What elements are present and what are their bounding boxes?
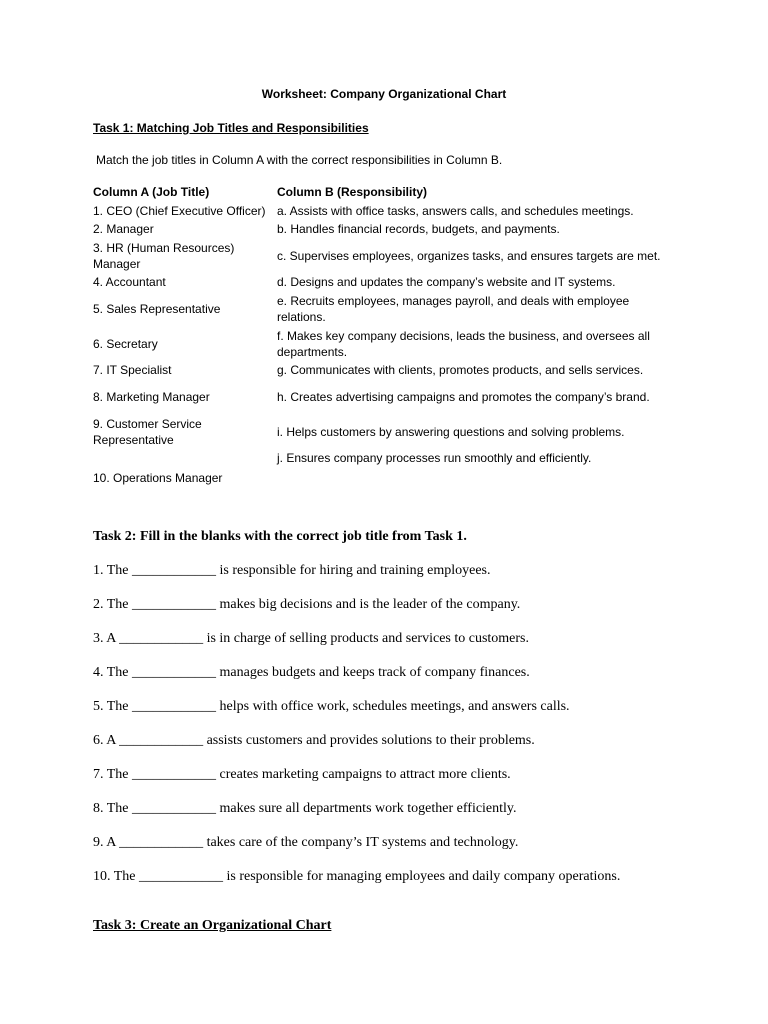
table-row <box>93 202 677 220</box>
responsibility-cell: i. Helps customers by answering questions and solving problems. <box>277 424 625 439</box>
responsibility-cell: j. Ensures company processes run smoothly and efficiently. <box>277 451 592 465</box>
table-row <box>93 273 677 291</box>
job-title-cell: 8. Marketing Manager <box>93 389 210 404</box>
task1-instruction: Match the job titles in Column A with the correct responsibilities in Column B. <box>96 153 503 167</box>
job-title-cell: 7. IT Specialist <box>93 363 172 377</box>
responsibility-cell: a. Assists with office tasks, answers calls, and schedules meetings. <box>277 204 634 218</box>
table-row <box>93 326 677 361</box>
job-title-cell: 6. Secretary <box>93 336 158 351</box>
table-row <box>93 449 677 467</box>
responsibility-cell: b. Handles financial records, budgets, and payments. <box>277 222 560 236</box>
list-item: 8. The ____________ makes sure all departments work together efficiently. <box>93 801 517 816</box>
column-a-header: Column A (Job Title) <box>93 185 210 199</box>
table-row <box>93 414 677 449</box>
list-item: 3. A ____________ is in charge of selling products and services to customers. <box>93 631 530 646</box>
task3-heading: Task 3: Create an Organizational Chart <box>93 918 332 933</box>
job-title-cell <box>93 449 277 467</box>
responsibility-cell <box>277 467 677 489</box>
table-row <box>93 467 677 489</box>
job-title-cell: 1. CEO (Chief Executive Officer) <box>93 204 266 218</box>
list-item: 2. The ____________ makes big decisions and is the leader of the company. <box>93 597 521 612</box>
list-item: 10. The ____________ is responsible for managing employees and daily company operations. <box>93 869 621 884</box>
list-item: 4. The ____________ manages budgets and keeps track of company finances. <box>93 665 530 680</box>
job-title-cell: 5. Sales Representative <box>93 301 221 316</box>
list-item: 9. A ____________ takes care of the company’s IT systems and technology. <box>93 835 519 850</box>
list-item: 1. The ____________ is responsible for hiring and training employees. <box>93 563 491 578</box>
worksheet-title: Worksheet: Company Organizational Chart <box>261 87 507 101</box>
table-row <box>93 361 677 379</box>
responsibility-cell: g. Communicates with clients, promotes products, and sells services. <box>277 363 644 377</box>
column-b-header: Column B (Responsibility) <box>277 185 427 199</box>
table-row <box>93 220 677 238</box>
list-item: 5. The ____________ helps with office work, schedules meetings, and answers calls. <box>93 699 570 714</box>
responsibility-cell: d. Designs and updates the company’s website and IT systems. <box>277 275 616 289</box>
list-item: 6. A ____________ assists customers and provides solutions to their problems. <box>93 733 535 748</box>
fill-in-blank-list <box>93 563 633 903</box>
job-title-cell: 3. HR (Human Resources) Manager <box>93 240 235 271</box>
job-title-cell: 2. Manager <box>93 222 154 236</box>
task2-heading: Task 2: Fill in the blanks with the correct job title from Task 1. <box>93 529 467 544</box>
job-title-cell: 9. Customer Service Representative <box>93 416 202 447</box>
job-title-cell: 10. Operations Manager <box>93 471 223 485</box>
list-item: 7. The ____________ creates marketing campaigns to attract more clients. <box>93 767 511 782</box>
table-row <box>93 291 677 326</box>
matching-table-header <box>93 184 677 202</box>
task1-heading: Task 1: Matching Job Titles and Responsibilities <box>93 121 369 135</box>
matching-table <box>93 184 677 489</box>
responsibility-cell: c. Supervises employees, organizes tasks, and ensures targets are met. <box>277 248 661 263</box>
job-title-cell: 4. Accountant <box>93 275 166 289</box>
responsibility-cell: e. Recruits employees, manages payroll, and deals with employee relations. <box>277 293 630 324</box>
table-row <box>93 379 677 414</box>
table-row <box>93 238 677 273</box>
responsibility-cell: f. Makes key company decisions, leads the business, and oversees all departments. <box>277 328 650 359</box>
responsibility-cell: h. Creates advertising campaigns and promotes the company’s brand. <box>277 389 650 404</box>
